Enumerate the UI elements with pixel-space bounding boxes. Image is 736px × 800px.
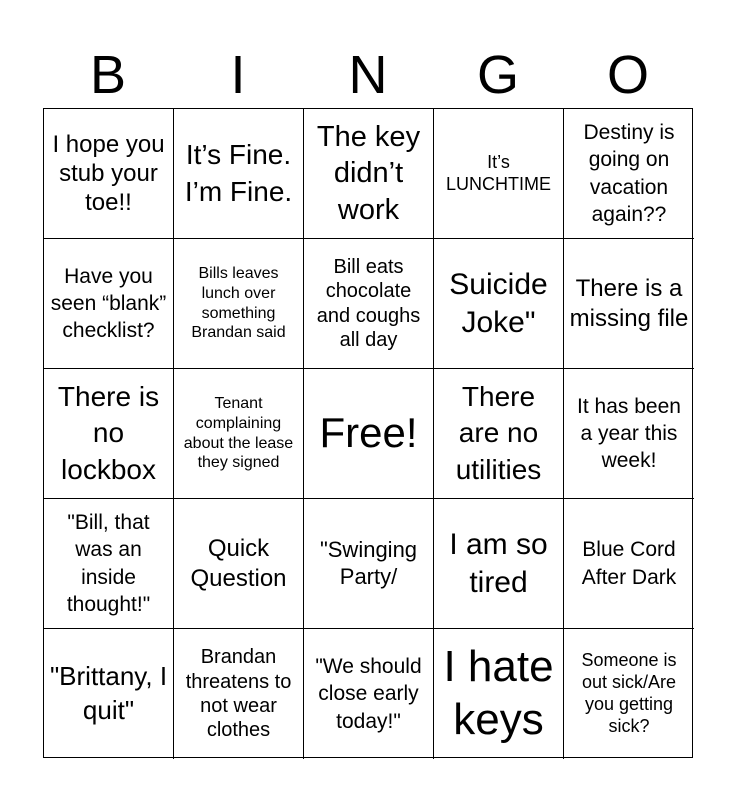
cell-text: Someone is out sick/Are you getting sick?	[581, 650, 677, 736]
bingo-cell[interactable]	[564, 109, 694, 239]
header-letter-g: G	[476, 45, 519, 105]
cell-text: Bill eats chocolate and coughs all day	[316, 255, 421, 351]
bingo-cell[interactable]	[174, 629, 304, 759]
cell-text: Free!	[319, 409, 418, 457]
bingo-cell[interactable]	[174, 369, 304, 499]
bingo-cell[interactable]	[44, 629, 174, 759]
bingo-cell[interactable]	[564, 499, 694, 629]
free-space-cell[interactable]	[304, 369, 434, 499]
bingo-cell[interactable]	[304, 239, 434, 369]
bingo-cell[interactable]	[44, 369, 174, 499]
cell-text: Brandan threatens to not wear clothes	[185, 646, 292, 742]
cell-text: Destiny is going on vacation again??	[583, 120, 675, 226]
cell-text: "Bill, that was an inside thought!"	[66, 510, 151, 616]
bingo-cell[interactable]	[434, 499, 564, 629]
cell-text: Bills leaves lunch over something Brandan said	[191, 265, 286, 342]
bingo-header	[43, 42, 693, 108]
cell-text: There is no lockbox	[57, 380, 160, 485]
bingo-cell[interactable]	[434, 109, 564, 239]
cell-text: It’s LUNCHTIME	[445, 151, 551, 194]
header-letter-o: O	[606, 45, 649, 105]
bingo-cell[interactable]	[434, 629, 564, 759]
header-letter-n: N	[348, 45, 388, 105]
cell-text: I am so tired	[449, 528, 548, 599]
bingo-cell[interactable]	[564, 239, 694, 369]
cell-text: There is a missing file	[569, 275, 689, 332]
cell-text: Quick Question	[190, 535, 287, 592]
cell-text: "Brittany, I quit"	[49, 661, 168, 725]
cell-text: It’s Fine. I’m Fine.	[184, 139, 293, 207]
bingo-cell[interactable]	[44, 109, 174, 239]
bingo-cell[interactable]	[174, 499, 304, 629]
cell-text: "We should close early today!"	[315, 655, 422, 733]
cell-text: It has been a year this week!	[577, 394, 681, 473]
cell-text: Have you seen “blank” checklist?	[50, 264, 167, 343]
bingo-grid	[43, 108, 693, 758]
bingo-cell[interactable]	[304, 629, 434, 759]
cell-text: The key didn’t work	[316, 121, 421, 226]
bingo-cell[interactable]	[304, 109, 434, 239]
bingo-cell[interactable]	[564, 629, 694, 759]
bingo-cell[interactable]	[434, 369, 564, 499]
bingo-cell[interactable]	[174, 239, 304, 369]
cell-text: Tenant complaining about the lease they signed	[183, 395, 294, 472]
bingo-cell[interactable]	[174, 109, 304, 239]
bingo-cell[interactable]	[44, 239, 174, 369]
header-letter-i: I	[230, 45, 246, 105]
bingo-cell[interactable]	[304, 499, 434, 629]
cell-text: I hope you stub your toe!!	[52, 130, 165, 217]
cell-text: Blue Cord After Dark	[581, 538, 677, 589]
cell-text: "Swinging Party/	[319, 536, 418, 589]
cell-text: Suicide Joke"	[449, 268, 548, 339]
cell-text: I hate keys	[443, 642, 554, 744]
bingo-cell[interactable]	[44, 499, 174, 629]
header-letter-b: B	[89, 45, 127, 105]
bingo-cell[interactable]	[434, 239, 564, 369]
bingo-cell[interactable]	[564, 369, 694, 499]
cell-text: There are no utilities	[455, 380, 542, 485]
